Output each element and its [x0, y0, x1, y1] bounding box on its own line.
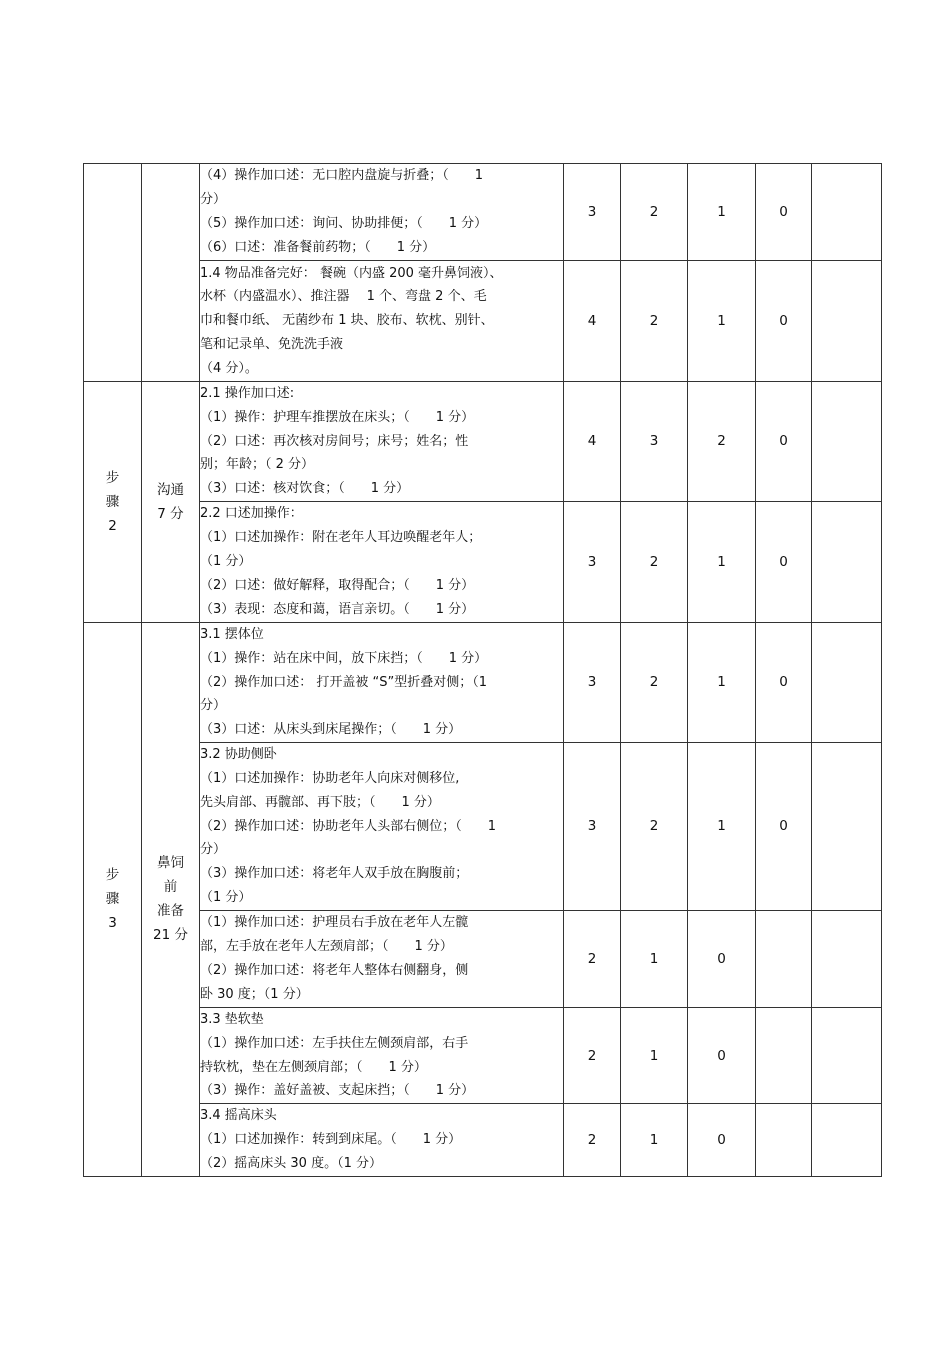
criteria-line: 2.2 口述加操作： — [200, 506, 303, 522]
category-cell — [142, 382, 200, 623]
score-cell: 2 — [621, 164, 688, 261]
score-cell — [812, 382, 882, 502]
score-cell: 2 — [688, 382, 756, 502]
criteria-line: （1）操作：站在床中间，放下床挡；（ 1 分） — [200, 650, 488, 666]
criteria-line: （2）摇高床头 30 度。（1 分） — [200, 1155, 382, 1171]
score-cell: 1 — [621, 1007, 688, 1103]
score-cell — [812, 501, 882, 622]
criteria-line: （3）操作加口述：将老年人双手放在胸腹前； — [200, 866, 469, 882]
criteria-cell — [200, 1007, 564, 1103]
criteria-line: 1.4 物品准备完好： 餐碗（内盛 200 毫升鼻饲液）、 — [200, 265, 503, 281]
criteria-line: 笔和记录单、免洗洗手液 — [200, 336, 344, 352]
table-row — [84, 742, 882, 910]
criteria-line: （4 分）。 — [200, 360, 258, 376]
step-cell — [84, 622, 142, 1176]
criteria-line: 3.2 协助侧卧 — [200, 747, 277, 763]
criteria-cell — [200, 910, 564, 1007]
score-cell: 0 — [756, 742, 812, 910]
score-cell: 1 — [688, 164, 756, 261]
score-cell: 0 — [756, 622, 812, 742]
step-label: 步 — [105, 469, 120, 486]
score-cell: 0 — [756, 261, 812, 382]
score-cell — [812, 1104, 882, 1176]
criteria-line: （1）口述加操作：转到到床尾。（ 1 分） — [200, 1131, 462, 1147]
score-cell: 2 — [621, 261, 688, 382]
criteria-line: 分） — [200, 842, 227, 858]
score-cell: 2 — [564, 1104, 621, 1176]
category-label: 21 分 — [153, 927, 188, 944]
criteria-line: 3.3 垫软垫 — [200, 1011, 264, 1027]
score-cell — [812, 261, 882, 382]
score-cell: 3 — [621, 382, 688, 502]
score-cell: 1 — [688, 501, 756, 622]
criteria-line: 别；年龄；（ 2 分） — [200, 457, 315, 473]
category-cell — [142, 164, 200, 382]
criteria-line: （1）口述加操作：协助老年人向床对侧移位, — [200, 770, 460, 786]
score-cell — [812, 910, 882, 1007]
category-label: 前 — [163, 879, 178, 896]
criteria-cell — [200, 742, 564, 910]
score-cell: 0 — [756, 501, 812, 622]
step-label: 3 — [108, 915, 117, 932]
step-cell — [84, 382, 142, 623]
criteria-cell — [200, 261, 564, 382]
step-label: 骤 — [105, 493, 120, 510]
score-cell — [812, 164, 882, 261]
criteria-line: （5）操作加口述：询问、协助排便；（ 1 分） — [200, 216, 488, 231]
score-cell: 4 — [564, 261, 621, 382]
criteria-line: （2）操作加口述： 打开盖被 “S”型折叠对侧；（1 — [200, 674, 488, 690]
score-cell: 0 — [756, 164, 812, 261]
criteria-line: （3）口述：从床头到床尾操作；（ 1 分） — [200, 722, 462, 738]
score-cell — [812, 742, 882, 910]
criteria-line: （4）操作加口述：无口腔内盘旋与折叠；（ 1 — [200, 168, 484, 184]
score-cell: 1 — [688, 742, 756, 910]
table-row — [84, 1104, 882, 1176]
table-row — [84, 501, 882, 622]
criteria-line: （6）口述：准备餐前药物；（ 1 分） — [200, 239, 436, 255]
criteria-line: 分） — [200, 698, 227, 714]
criteria-cell — [200, 501, 564, 622]
table-row — [84, 1007, 882, 1103]
criteria-line: （1）操作：护理车推摆放在床头；（ 1 分） — [200, 409, 475, 425]
step-label: 步 — [105, 867, 120, 884]
table-row — [84, 261, 882, 382]
table-row — [84, 164, 882, 261]
criteria-line: 3.4 摇高床头 — [200, 1108, 277, 1124]
score-cell: 1 — [688, 261, 756, 382]
criteria-line: （1 分） — [200, 554, 252, 570]
step-label: 2 — [108, 517, 117, 534]
score-cell: 1 — [688, 622, 756, 742]
criteria-line: 先头肩部、再髋部、再下肢；（ 1 分） — [200, 794, 440, 810]
criteria-line: 3.1 摆体位 — [200, 626, 264, 642]
criteria-cell — [200, 1104, 564, 1176]
score-cell: 4 — [564, 382, 621, 502]
score-cell: 3 — [564, 164, 621, 261]
step-cell — [84, 164, 142, 382]
score-cell: 2 — [564, 1007, 621, 1103]
criteria-line: 水杯（内盛温水）、推注器 1 个、弯盘 2 个、毛 — [200, 289, 487, 305]
criteria-line: （3）口述：核对饮食；（ 1 分） — [200, 481, 410, 497]
score-cell — [812, 622, 882, 742]
score-cell — [812, 1007, 882, 1103]
score-cell: 0 — [688, 910, 756, 1007]
criteria-line: （3）操作：盖好盖被、支起床挡；（ 1 分） — [200, 1083, 475, 1099]
score-cell — [756, 1007, 812, 1103]
category-cell — [142, 622, 200, 1176]
criteria-cell — [200, 382, 564, 502]
criteria-line: （1）口述加操作：附在老年人耳边唤醒老年人； — [200, 530, 482, 546]
category-label: 沟通 — [157, 481, 184, 498]
criteria-line: （2）操作加口述：协助老年人头部右侧位；（ 1 — [200, 818, 497, 834]
criteria-line: （1 分） — [200, 889, 252, 905]
score-cell: 3 — [564, 622, 621, 742]
criteria-line: 巾和餐巾纸、 无菌纱布 1 块、胶布、软枕、别针、 — [200, 313, 494, 329]
criteria-line: 部，左手放在老年人左颈肩部；（ 1 分） — [200, 939, 453, 955]
score-cell: 2 — [621, 501, 688, 622]
table-row — [84, 910, 882, 1007]
criteria-line: （2）口述：做好解释，取得配合；（ 1 分） — [200, 577, 475, 593]
criteria-line: （2）口述：再次核对房间号；床号；姓名；性 — [200, 433, 469, 449]
step-label: 骤 — [105, 891, 120, 908]
score-cell: 0 — [756, 382, 812, 502]
score-cell: 2 — [621, 742, 688, 910]
score-cell: 0 — [688, 1007, 756, 1103]
scoring-table — [83, 163, 882, 1177]
score-cell: 2 — [621, 622, 688, 742]
criteria-line: （3）表现：态度和蔼，语言亲切。（ 1 分） — [200, 601, 475, 617]
criteria-cell — [200, 164, 564, 261]
criteria-line: 分） — [200, 192, 227, 208]
criteria-line: 2.1 操作加口述: — [200, 386, 295, 401]
table-row — [84, 622, 882, 742]
table-row — [84, 382, 882, 502]
criteria-line: （1）操作加口述：左手扶住左侧颈肩部，右手 — [200, 1035, 469, 1051]
score-cell: 3 — [564, 742, 621, 910]
criteria-line: 卧 30 度；（1 分） — [200, 986, 309, 1002]
score-cell — [756, 1104, 812, 1176]
score-cell: 2 — [564, 910, 621, 1007]
score-cell: 1 — [621, 910, 688, 1007]
criteria-cell — [200, 622, 564, 742]
criteria-line: （2）操作加口述：将老年人整体右侧翻身，侧 — [200, 962, 469, 978]
score-cell: 3 — [564, 501, 621, 622]
criteria-line: （1）操作加口述：护理员右手放在老年人左髋 — [200, 915, 469, 931]
score-cell: 1 — [621, 1104, 688, 1176]
category-label: 鼻饲 — [157, 855, 184, 872]
category-label: 7 分 — [157, 505, 184, 522]
category-label: 准备 — [157, 903, 184, 920]
score-cell: 0 — [688, 1104, 756, 1176]
criteria-line: 持软枕，垫在左侧颈肩部；（ 1 分） — [200, 1059, 427, 1075]
score-cell — [756, 910, 812, 1007]
